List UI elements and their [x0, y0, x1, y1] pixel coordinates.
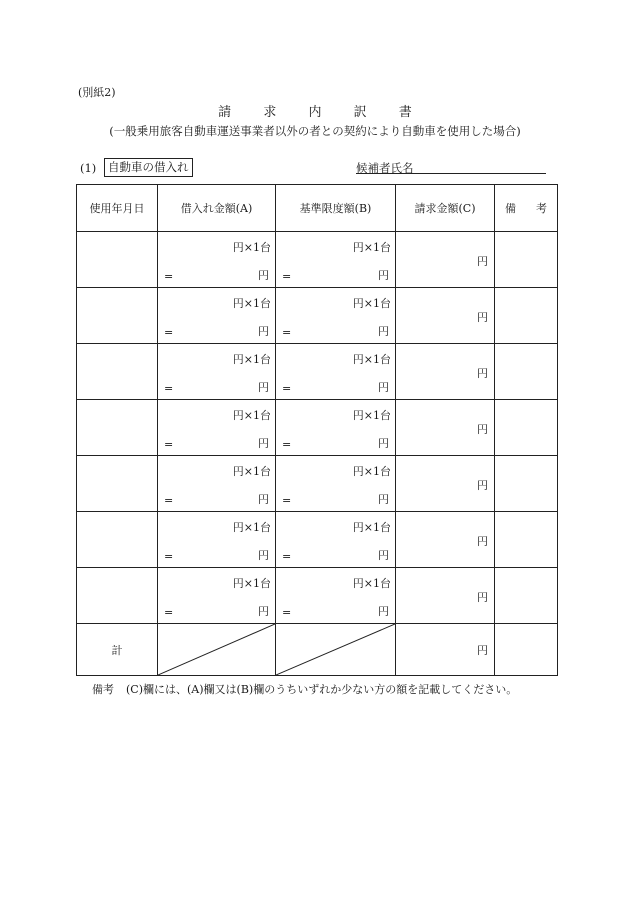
total-label: 計	[111, 643, 123, 657]
rental-amount-cell[interactable]	[158, 344, 276, 400]
limit-amount-cell[interactable]	[276, 512, 396, 568]
equals-sign: =	[164, 438, 174, 451]
remarks-cell[interactable]	[495, 456, 558, 512]
yen-unit: 円	[378, 549, 389, 562]
claim-amount-cell[interactable]	[396, 456, 495, 512]
yen-unit: 円	[258, 493, 269, 506]
per-unit-text: 円×1台	[352, 297, 391, 310]
table-row	[77, 456, 558, 512]
table-row	[77, 288, 558, 344]
total-claim-cell[interactable]	[396, 624, 495, 676]
date-cell[interactable]	[77, 288, 158, 344]
per-unit-text: 円×1台	[232, 465, 271, 478]
rental-amount-cell[interactable]	[158, 456, 276, 512]
header-remarks	[495, 185, 558, 232]
table-row	[77, 344, 558, 400]
yen-unit: 円	[477, 255, 488, 268]
total-rental-struck-cell	[158, 624, 276, 676]
per-unit-text: 円×1台	[232, 409, 271, 422]
remarks-cell[interactable]	[495, 288, 558, 344]
date-cell[interactable]	[77, 344, 158, 400]
yen-unit: 円	[378, 325, 389, 338]
title-char: 訳	[353, 105, 367, 120]
yen-unit: 円	[258, 325, 269, 338]
header-row	[77, 185, 558, 232]
header-date: 使用年月日	[77, 185, 158, 232]
claim-amount-cell[interactable]	[396, 568, 495, 624]
yen-unit: 円	[258, 381, 269, 394]
title-char: 求	[263, 105, 277, 120]
yen-unit: 円	[477, 535, 488, 548]
per-unit-text: 円×1台	[352, 577, 391, 590]
claim-amount-cell[interactable]	[396, 288, 495, 344]
section-number: (1)	[80, 161, 97, 175]
equals-sign: =	[282, 494, 292, 507]
equals-sign: =	[282, 326, 292, 339]
title-char: 請	[218, 105, 232, 120]
per-unit-text: 円×1台	[232, 521, 271, 534]
date-cell[interactable]	[77, 232, 158, 288]
per-unit-text: 円×1台	[232, 297, 271, 310]
per-unit-text: 円×1台	[232, 353, 271, 366]
yen-unit: 円	[477, 644, 488, 657]
rental-amount-cell[interactable]	[158, 232, 276, 288]
table-row	[77, 232, 558, 288]
section-label: 自動車の借入れ	[104, 158, 193, 177]
yen-unit: 円	[258, 437, 269, 450]
yen-unit: 円	[378, 605, 389, 618]
date-cell[interactable]	[77, 400, 158, 456]
remarks-cell[interactable]	[495, 512, 558, 568]
total-remarks-cell[interactable]	[495, 624, 558, 676]
remarks-cell[interactable]	[495, 400, 558, 456]
remarks-cell[interactable]	[495, 232, 558, 288]
header-limit-amount: 基準限度額(B)	[276, 185, 396, 232]
document-subtitle: (一般乗用旅客自動車運送事業者以外の者との契約により自動車を使用した場合)	[109, 124, 521, 138]
total-limit-struck-cell	[276, 624, 396, 676]
remarks-cell[interactable]	[495, 568, 558, 624]
document-title	[0, 101, 630, 120]
claim-amount-cell[interactable]	[396, 232, 495, 288]
table-row	[77, 568, 558, 624]
yen-unit: 円	[477, 423, 488, 436]
yen-unit: 円	[378, 493, 389, 506]
equals-sign: =	[164, 606, 174, 619]
yen-unit: 円	[258, 549, 269, 562]
equals-sign: =	[164, 494, 174, 507]
header-rental-amount: 借入れ金額(A)	[158, 185, 276, 232]
claim-amount-cell[interactable]	[396, 512, 495, 568]
header-claim-amount: 請求金額(C)	[396, 185, 495, 232]
per-unit-text: 円×1台	[352, 409, 391, 422]
limit-amount-cell[interactable]	[276, 456, 396, 512]
equals-sign: =	[164, 326, 174, 339]
yen-unit: 円	[258, 269, 269, 282]
yen-unit: 円	[378, 437, 389, 450]
date-cell[interactable]	[77, 512, 158, 568]
per-unit-text: 円×1台	[352, 465, 391, 478]
attachment-label: (別紙2)	[78, 86, 116, 99]
header-remarks-char: 考	[536, 202, 547, 215]
date-cell[interactable]	[77, 568, 158, 624]
per-unit-text: 円×1台	[352, 353, 391, 366]
per-unit-text: 円×1台	[352, 521, 391, 534]
limit-amount-cell[interactable]	[276, 232, 396, 288]
claim-table	[76, 184, 558, 676]
limit-amount-cell[interactable]	[276, 400, 396, 456]
yen-unit: 円	[378, 381, 389, 394]
table-row	[77, 512, 558, 568]
claim-amount-cell[interactable]	[396, 400, 495, 456]
limit-amount-cell[interactable]	[276, 568, 396, 624]
equals-sign: =	[164, 550, 174, 563]
diagonal-strike	[276, 624, 395, 675]
equals-sign: =	[164, 382, 174, 395]
limit-amount-cell[interactable]	[276, 288, 396, 344]
candidate-name-label: 候補者氏名	[356, 161, 414, 175]
yen-unit: 円	[477, 367, 488, 380]
rental-amount-cell[interactable]	[158, 568, 276, 624]
equals-sign: =	[282, 550, 292, 563]
date-cell[interactable]	[77, 456, 158, 512]
limit-amount-cell[interactable]	[276, 344, 396, 400]
yen-unit: 円	[477, 479, 488, 492]
equals-sign: =	[282, 270, 292, 283]
diagonal-strike	[158, 624, 275, 675]
remark-text: (C)欄には、(A)欄又は(B)欄のうちいずれか少ない方の額を記載してください。	[126, 683, 518, 696]
per-unit-text: 円×1台	[232, 241, 271, 254]
rental-amount-cell[interactable]	[158, 288, 276, 344]
title-char: 内	[308, 105, 322, 120]
equals-sign: =	[164, 270, 174, 283]
claim-amount-cell[interactable]	[396, 344, 495, 400]
equals-sign: =	[282, 382, 292, 395]
candidate-name-field[interactable]	[356, 173, 546, 174]
title-char: 書	[398, 105, 412, 120]
per-unit-text: 円×1台	[352, 241, 391, 254]
header-remarks-char: 備	[505, 202, 516, 215]
remark-label: 備考	[92, 683, 114, 696]
yen-unit: 円	[477, 591, 488, 604]
equals-sign: =	[282, 606, 292, 619]
yen-unit: 円	[378, 269, 389, 282]
total-label-cell	[77, 624, 158, 676]
rental-amount-cell[interactable]	[158, 512, 276, 568]
remarks-cell[interactable]	[495, 344, 558, 400]
equals-sign: =	[282, 438, 292, 451]
rental-amount-cell[interactable]	[158, 400, 276, 456]
yen-unit: 円	[258, 605, 269, 618]
yen-unit: 円	[477, 311, 488, 324]
per-unit-text: 円×1台	[232, 577, 271, 590]
total-row	[77, 624, 558, 676]
table-row	[77, 400, 558, 456]
